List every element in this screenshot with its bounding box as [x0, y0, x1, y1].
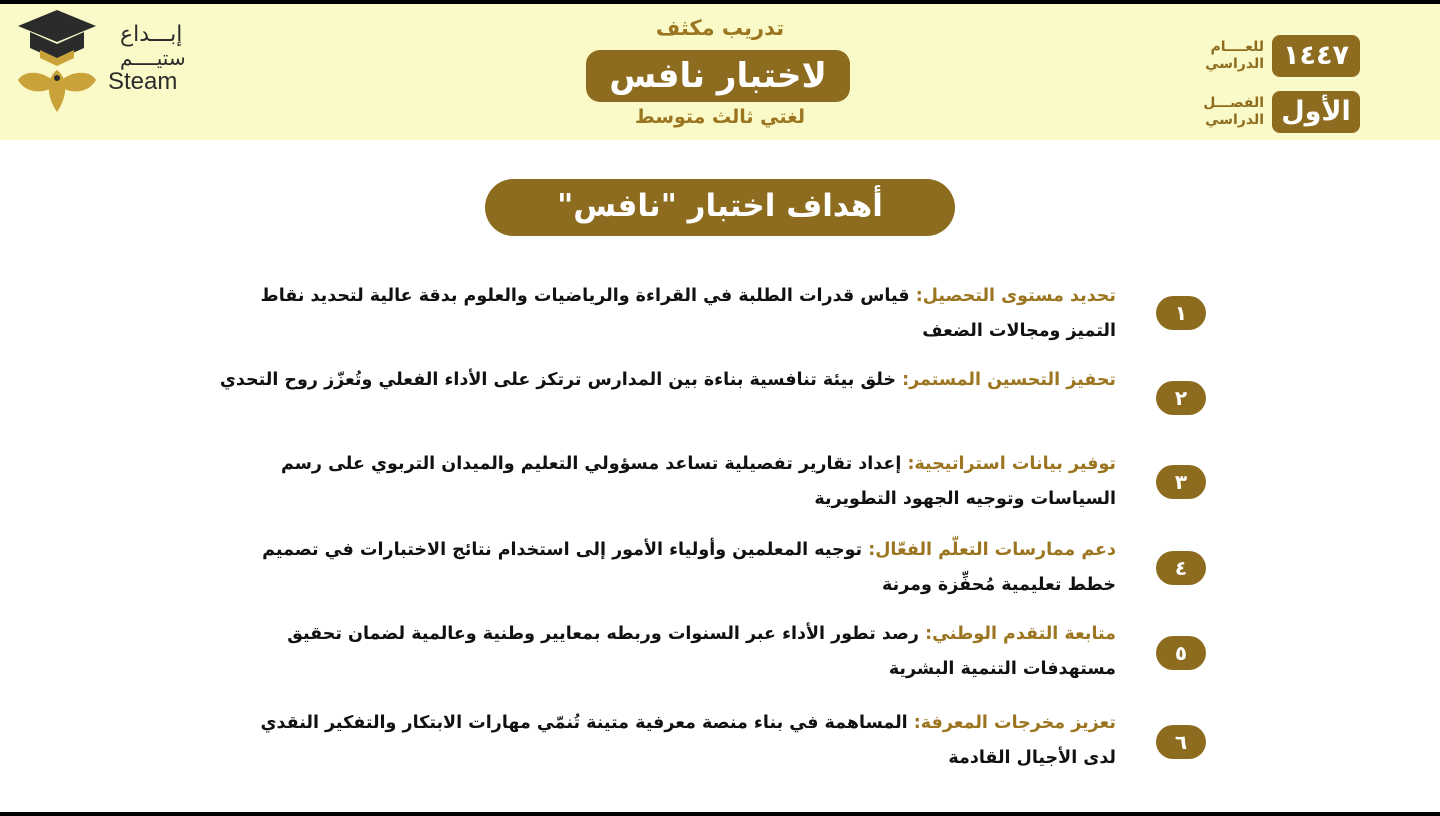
goal-description: رصد تطور الأداء عبر السنوات وربطه بمعايير وطنية وعالمية لضمان تحقيق	[287, 624, 919, 644]
subtitle-top: تدريب مكثف	[655, 16, 785, 40]
logo-text-arabic-1: إبـــداع	[120, 22, 183, 47]
goal-item	[216, 617, 1116, 687]
goal-number: ٤	[1156, 551, 1206, 585]
year-badge	[1190, 34, 1360, 78]
goal-title: دعم ممارسات التعلّم الفعّال:	[868, 540, 1116, 560]
goal-description: توجيه المعلمين وأولياء الأمور إلى استخدام نتائج الاختبارات في تصميم	[262, 540, 863, 560]
bottom-border	[0, 812, 1440, 816]
goal-title: توفير بيانات استراتيجية:	[907, 454, 1116, 474]
header-banner	[0, 4, 1440, 140]
goal-line	[216, 447, 1116, 482]
year-label-line2: الدراسي	[1205, 56, 1264, 72]
goal-description: المساهمة في بناء منصة معرفية متينة تُنمّي مهارات الابتكار والتفكير النقدي	[260, 713, 908, 733]
goal-title: تعزيز مخرجات المعرفة:	[913, 713, 1116, 733]
goal-description: خلق بيئة تنافسية بناءة بين المدارس ترتكز على الأداء الفعلي وتُعزّز روح التحدي	[219, 370, 897, 390]
goal-line-2: السياسات وتوجيه الجهود التطويرية	[814, 489, 1116, 509]
term-label	[1203, 95, 1264, 129]
goal-item	[216, 706, 1116, 776]
goal-line	[216, 363, 1116, 398]
year-label-line1: للعــــام	[1210, 39, 1264, 55]
goal-number: ٥	[1156, 636, 1206, 670]
goal-line	[216, 706, 1116, 741]
brand-logo	[16, 8, 206, 120]
goal-line	[216, 533, 1116, 568]
goal-number: ٢	[1156, 381, 1206, 415]
term-label-line2: الدراسي	[1205, 112, 1264, 128]
year-value: ١٤٤٧	[1272, 35, 1360, 77]
goal-number: ٦	[1156, 725, 1206, 759]
graduation-flower-icon	[16, 8, 98, 116]
goal-number: ١	[1156, 296, 1206, 330]
term-value: الأول	[1272, 91, 1360, 133]
subtitle-bottom: لغتي ثالث متوسط	[634, 106, 806, 128]
goal-item	[216, 533, 1116, 603]
goal-line-2: خطط تعليمية مُحفِّزة ومرنة	[882, 575, 1116, 595]
goal-description: قياس قدرات الطلبة في القراءة والرياضيات والعلوم بدقة عالية لتحديد نقاط	[260, 286, 910, 306]
goal-item	[216, 279, 1116, 349]
goal-line	[216, 279, 1116, 314]
section-heading: أهداف اختبار "نافس"	[485, 179, 955, 236]
goal-item	[216, 363, 1116, 398]
goal-title: تحفيز التحسين المستمر:	[902, 370, 1116, 390]
goal-title: متابعة التقدم الوطني:	[925, 624, 1116, 644]
term-label-line1: الفصـــل	[1203, 95, 1264, 111]
goal-title: تحديد مستوى التحصيل:	[915, 286, 1116, 306]
logo-text-english: Steam	[108, 68, 178, 95]
logo-text-arabic-2: ستيــــم	[120, 46, 186, 70]
goal-line	[216, 617, 1116, 652]
goal-line-2: التميز ومجالات الضعف	[922, 321, 1116, 341]
goal-item	[216, 447, 1116, 517]
goal-number: ٣	[1156, 465, 1206, 499]
main-title: لاختبار نافس	[586, 50, 850, 102]
goal-line-2: لدى الأجيال القادمة	[948, 748, 1116, 768]
year-label	[1205, 39, 1264, 73]
goal-description: إعداد تقارير تفصيلية تساعد مسؤولي التعليم والميدان التربوي على رسم	[281, 454, 902, 474]
goal-line-2: مستهدفات التنمية البشرية	[888, 659, 1116, 679]
term-badge	[1190, 90, 1360, 134]
